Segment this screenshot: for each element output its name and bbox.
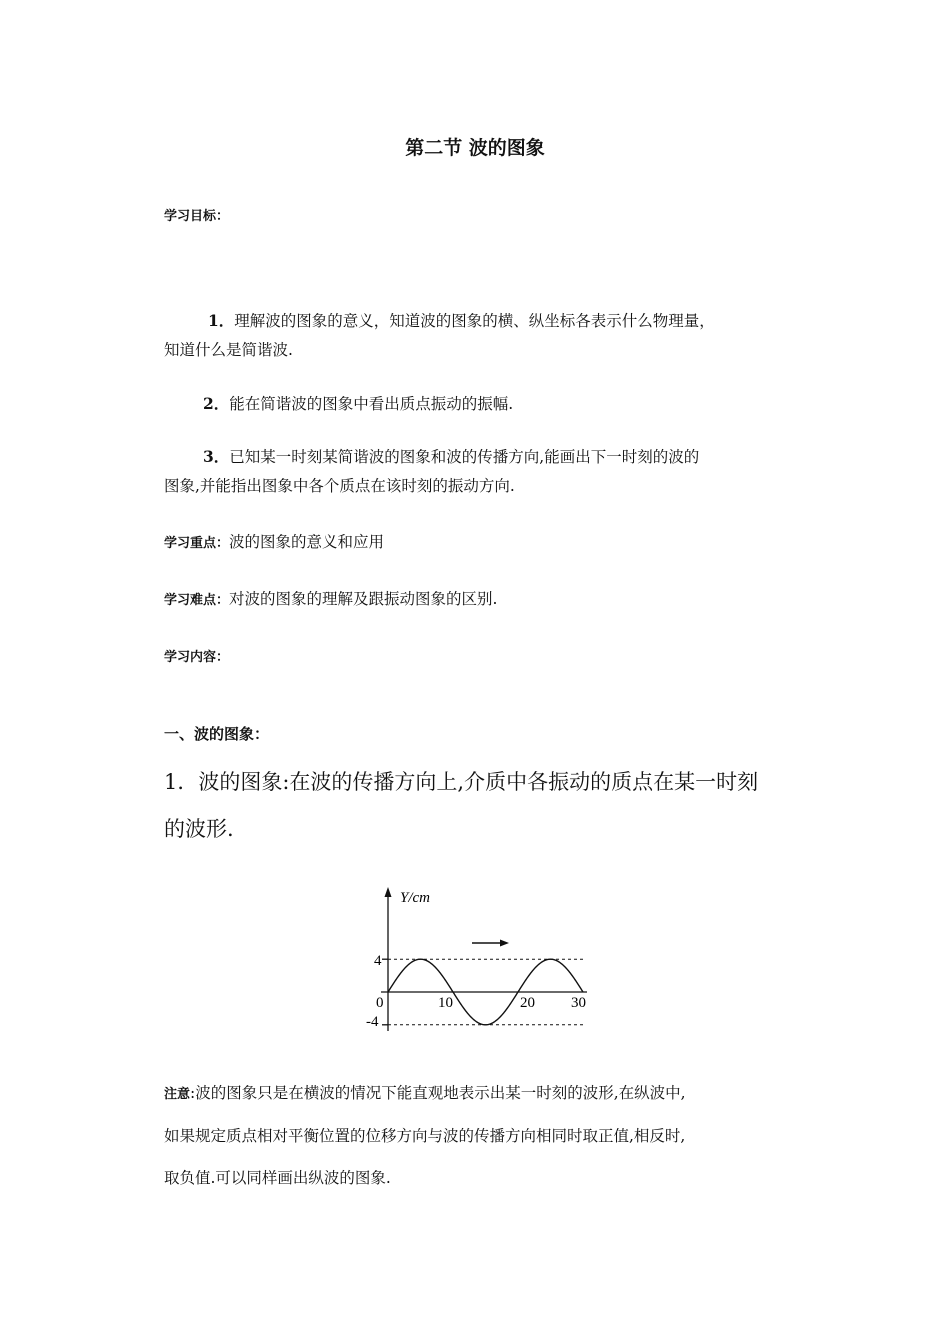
x-tick-label-10: 10 (438, 995, 453, 1011)
objective-3-line2: 图象,并能指出图象中各个质点在该时刻的振动方向. (164, 477, 515, 495)
x-tick-label-20: 20 (520, 995, 535, 1011)
page-title: 第二节 波的图象 (405, 137, 545, 159)
difficulty-label: 学习难点： (164, 593, 230, 608)
section-heading: 一、波的图象： (164, 725, 270, 743)
direction-arrow-head (500, 940, 509, 947)
difficulty (164, 587, 497, 609)
note-line1 (164, 1081, 686, 1103)
y-axis-arrow (385, 887, 392, 897)
key-point-text: 波的图象的意义和应用 (229, 533, 385, 551)
objective-3-line1 (203, 445, 699, 467)
note-text-1: :波的图象只是在横波的情况下能直观地表示出某一时刻的波形,在纵波中, (190, 1084, 686, 1102)
y-axis-label: Y/cm (400, 890, 430, 906)
content-label: 学习内容： (164, 650, 230, 665)
objective-2 (203, 392, 513, 414)
note-line2: 如果规定质点相对平衡位置的位移方向与波的传播方向相同时取正值,相反时, (164, 1127, 686, 1145)
objective-2-number: 2． (203, 394, 230, 413)
objective-3-number: 3． (203, 447, 230, 466)
note-line3: 取负值.可以同样画出纵波的图象. (164, 1169, 391, 1187)
objective-1-line2: 知道什么是简谐波. (164, 341, 293, 359)
note-label: 注意 (164, 1087, 191, 1102)
objective-3-text: 已知某一时刻某简谐波的图象和波的传播方向,能画出下一时刻的波的 (229, 448, 700, 466)
y-tick-label-neg4: -4 (366, 1014, 379, 1030)
x-tick-label-0: 0 (376, 995, 384, 1011)
y-tick-label-4: 4 (374, 953, 382, 969)
definition-line2: 的波形. (164, 817, 234, 841)
objective-1-text: 理解波的图象的意义，知道波的图象的横、纵坐标各表示什么物理量， (234, 312, 715, 330)
difficulty-text: 对波的图象的理解及跟振动图象的区别. (229, 590, 498, 608)
x-tick-label-30: 30 (571, 995, 586, 1011)
objectives-label: 学习目标： (164, 209, 230, 224)
definition-line1: 1．波的图象:在波的传播方向上,介质中各振动的质点在某一时刻 (164, 770, 759, 794)
key-point-label: 学习重点： (164, 536, 230, 551)
objective-1-number: 1． (208, 311, 235, 330)
objective-2-text: 能在简谐波的图象中看出质点振动的振幅. (229, 395, 514, 413)
key-point (164, 530, 384, 552)
objective-1-line1 (208, 309, 715, 331)
wave-graph (355, 883, 605, 1043)
